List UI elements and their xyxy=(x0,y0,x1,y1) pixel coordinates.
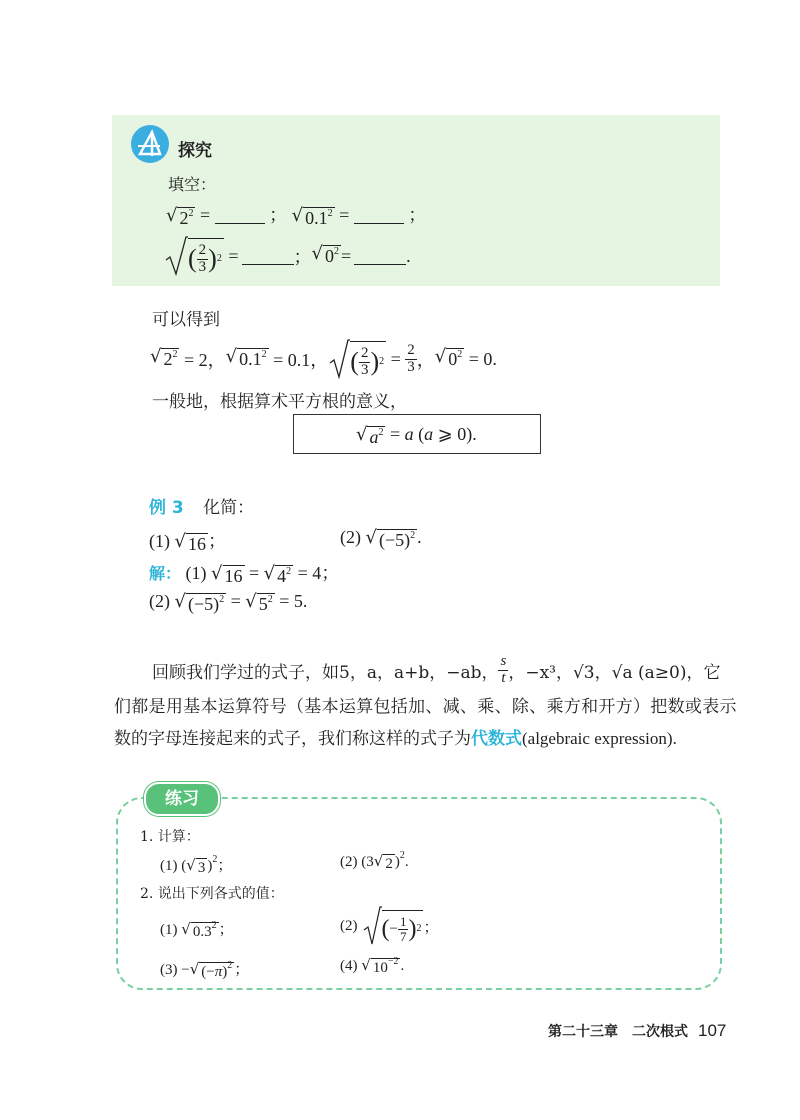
paragraph-line-1-end: ，−x³，√3，√a (a≥0)，它 xyxy=(508,662,721,683)
practice-item-2c: (3) − √ $(-\pi)^2$ ； xyxy=(160,960,250,980)
practice-item-2d: (4) √ $10^{-2}$ . xyxy=(340,956,405,976)
explore-title: 探究 xyxy=(178,141,212,161)
fraction-s-over-t xyxy=(498,654,508,687)
page-number: 107 xyxy=(698,1021,727,1040)
paragraph-line-3-end: (algebraic expression). xyxy=(522,729,677,748)
fraction-denominator: t xyxy=(501,669,506,686)
example-heading xyxy=(149,493,254,518)
compass-triangle-icon xyxy=(130,124,170,164)
radical-sign xyxy=(328,339,350,379)
key-term: 代数式 xyxy=(471,729,522,749)
results-line: √ $2^2$ = 2， √ $0.1^2$ = 0.1， ( $\frac{2}{3}$ ) 2 = $\frac{2}{3}$ ， √ $0^2$ = 0. xyxy=(150,339,497,379)
page-footer xyxy=(548,1021,726,1041)
chapter-title: 第二十三章 二次根式 xyxy=(548,1024,688,1040)
fraction-numerator: s xyxy=(500,653,507,669)
practice-item-2a: (1) √ $0.3^2$ ； xyxy=(160,920,234,940)
practice-item-2: 2. 说出下列各式的值： xyxy=(140,886,284,902)
practice-item-1a: (1) ( √ 3 )$^2$； xyxy=(160,854,233,876)
answer-blank[interactable] xyxy=(215,207,265,224)
solution-label: 解： xyxy=(149,564,182,583)
example-q1: (1) √ 16 ； xyxy=(149,531,226,554)
paragraph-line-2: 们都是用基本运算符号（基本运算包括加、减、乘、除、乘方和开方）把数或表示 xyxy=(114,697,737,717)
solution-line-1: 解： (1) √ 16 = √ $4^2$ = 4； xyxy=(149,563,340,586)
example-q2: (2) √ $(-5)^2$ . xyxy=(340,527,422,550)
answer-blank[interactable] xyxy=(354,248,406,265)
paragraph-line-1-start: 回顾我们学过的式子，如5，a，a+b，−ab， xyxy=(152,662,499,683)
paragraph-line-1 xyxy=(152,654,720,687)
paragraph-line-3-start: 数的字母连接起来的式子，我们称这样的式子为 xyxy=(114,729,471,749)
practice-tag: 练习 xyxy=(144,782,220,816)
explore-row-2: ( $\frac{2}{3}$ ) 2 = ； √ $0^2$ = . xyxy=(164,236,411,276)
generally-text: 一般地，根据算术平方根的意义， xyxy=(152,392,407,412)
example-label: 例 3 xyxy=(149,498,184,518)
radical-sign xyxy=(164,236,188,276)
practice-item-2b-label: (2) xyxy=(340,917,358,934)
key-formula: √ $a^2$ = a (a ⩾ 0). xyxy=(356,424,477,447)
can-get-text: 可以得到 xyxy=(152,310,220,330)
practice-item-1: 1. 计算： xyxy=(140,829,200,845)
explore-row-1: √ $2^2$ = ； √ $0.1^2$ = ； xyxy=(166,205,427,228)
fill-label: 填空： xyxy=(168,175,217,194)
example-task: 化简： xyxy=(203,498,255,518)
solution-line-2: (2) √ $(-5)^2$ = √ $5^2$ = 5. xyxy=(149,591,308,614)
answer-blank[interactable] xyxy=(354,207,404,224)
radical-sign xyxy=(362,906,382,946)
practice-item-2b: (2) ( − $\frac{1}{7}$ ) 2 ； xyxy=(340,906,438,946)
answer-blank[interactable] xyxy=(242,248,294,265)
paragraph-line-3 xyxy=(114,724,677,749)
practice-item-1b: (2) (3 √ 2 )$^2$. xyxy=(340,850,409,872)
